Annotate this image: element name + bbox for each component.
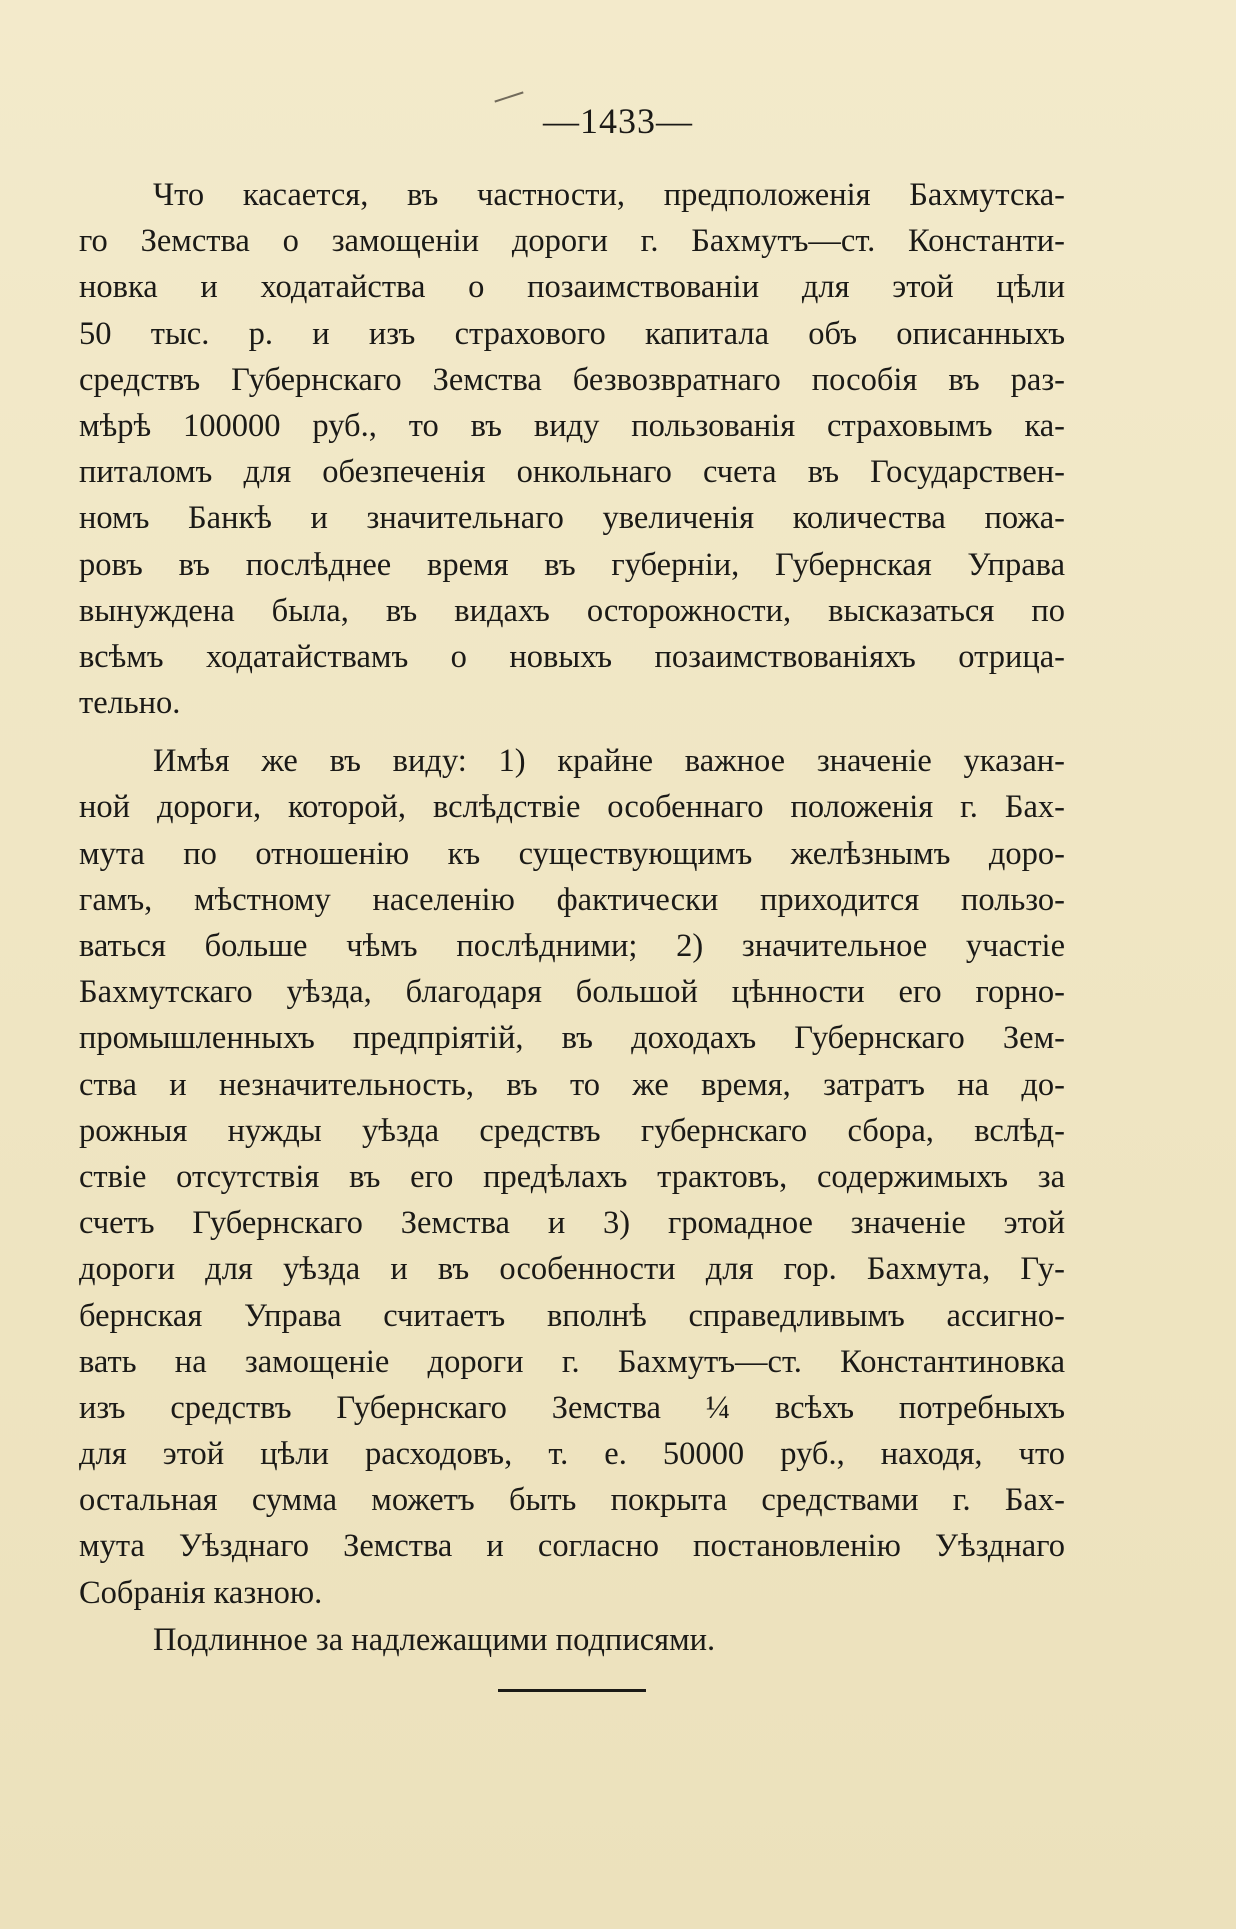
body-text — [79, 172, 1065, 1616]
text-line: ства и незначительность, въ то же время, затратъ на до- — [79, 1066, 1065, 1103]
text-line: питаломъ для обезпеченія онкольнаго счета въ Государствен- — [79, 454, 1065, 491]
text-line: остальная сумма можетъ быть покрыта средствами г. Бах- — [79, 1482, 1065, 1519]
text-line: изъ средствъ Губернскаго Земства ¼ всѣхъ потребныхъ — [79, 1389, 1065, 1426]
text-line: номъ Банкѣ и значительнаго увеличенія количества пожа- — [79, 500, 1065, 537]
paragraph-2 — [79, 738, 1065, 1616]
text-line: средствъ Губернскаго Земства безвозвратнаго пособія въ раз- — [79, 361, 1065, 398]
closing-rule — [498, 1689, 646, 1692]
page-number: —1433— — [543, 101, 693, 141]
text-line: го Земства о замощеніи дороги г. Бахмутъ—ст. Константи- — [79, 223, 1065, 260]
text-line: ной дороги, которой, вслѣдствіе особеннаго положенія г. Бах- — [79, 789, 1065, 826]
text-line: Имѣя же въ виду: 1) крайне важное значеніе указан- — [153, 743, 1065, 780]
text-line: вынуждена была, въ видахъ осторожности, высказаться по — [79, 592, 1065, 629]
text-line: мѣрѣ 100000 руб., то въ виду пользованія страховымъ ка- — [79, 407, 1065, 444]
text-line: ровъ въ послѣднее время въ губерніи, Губернская Управа — [79, 546, 1065, 583]
closing-line: Подлинное за надлежащими подписями. — [153, 1622, 716, 1658]
text-line: промышленныхъ предпріятій, въ доходахъ Губернскаго Зем- — [79, 1020, 1065, 1057]
text-line: рожныя нужды уѣзда средствъ губернскаго сбора, вслѣд- — [79, 1112, 1065, 1149]
text-line: бернская Управа считаетъ вполнѣ справедливымъ ассигно- — [79, 1297, 1065, 1334]
text-line: мута по отношенію къ существующимъ желѣзнымъ доро- — [79, 835, 1065, 872]
text-line: 50 тыс. р. и изъ страхового капитала объ описанныхъ — [79, 315, 1065, 352]
text-line: Бахмутскаго уѣзда, благодаря большой цѣнности его горно- — [79, 974, 1065, 1011]
text-line: для этой цѣли расходовъ, т. е. 50000 руб., находя, что — [79, 1436, 1065, 1473]
paragraph-gap — [79, 726, 1065, 738]
text-line: ствіе отсутствія въ его предѣлахъ трактовъ, содержимыхъ за — [79, 1158, 1065, 1195]
text-line: дороги для уѣзда и въ особенности для гор. Бахмута, Гу- — [79, 1251, 1065, 1288]
text-line: Собранія казною. — [79, 1574, 323, 1611]
text-line: мута Уѣзднаго Земства и согласно постановленію Уѣзднаго — [79, 1528, 1065, 1565]
text-line: Что касается, въ частности, предположенія Бахмутска- — [153, 177, 1065, 213]
text-line: тельно. — [79, 685, 181, 722]
text-line: новка и ходатайства о позаимствованіи для этой цѣли — [79, 269, 1065, 306]
text-line: ваться больше чѣмъ послѣдними; 2) значительное участіе — [79, 928, 1065, 964]
text-line: счетъ Губернскаго Земства и 3) громадное значеніе этой — [79, 1205, 1065, 1242]
text-line: вать на замощеніе дороги г. Бахмутъ—ст. Константиновка — [79, 1343, 1065, 1380]
paragraph-1 — [79, 172, 1065, 726]
text-line: всѣмъ ходатайствамъ о новыхъ позаимствованіяхъ отрица- — [79, 638, 1065, 675]
text-line: гамъ, мѣстному населенію фактически приходится пользо- — [79, 881, 1065, 918]
